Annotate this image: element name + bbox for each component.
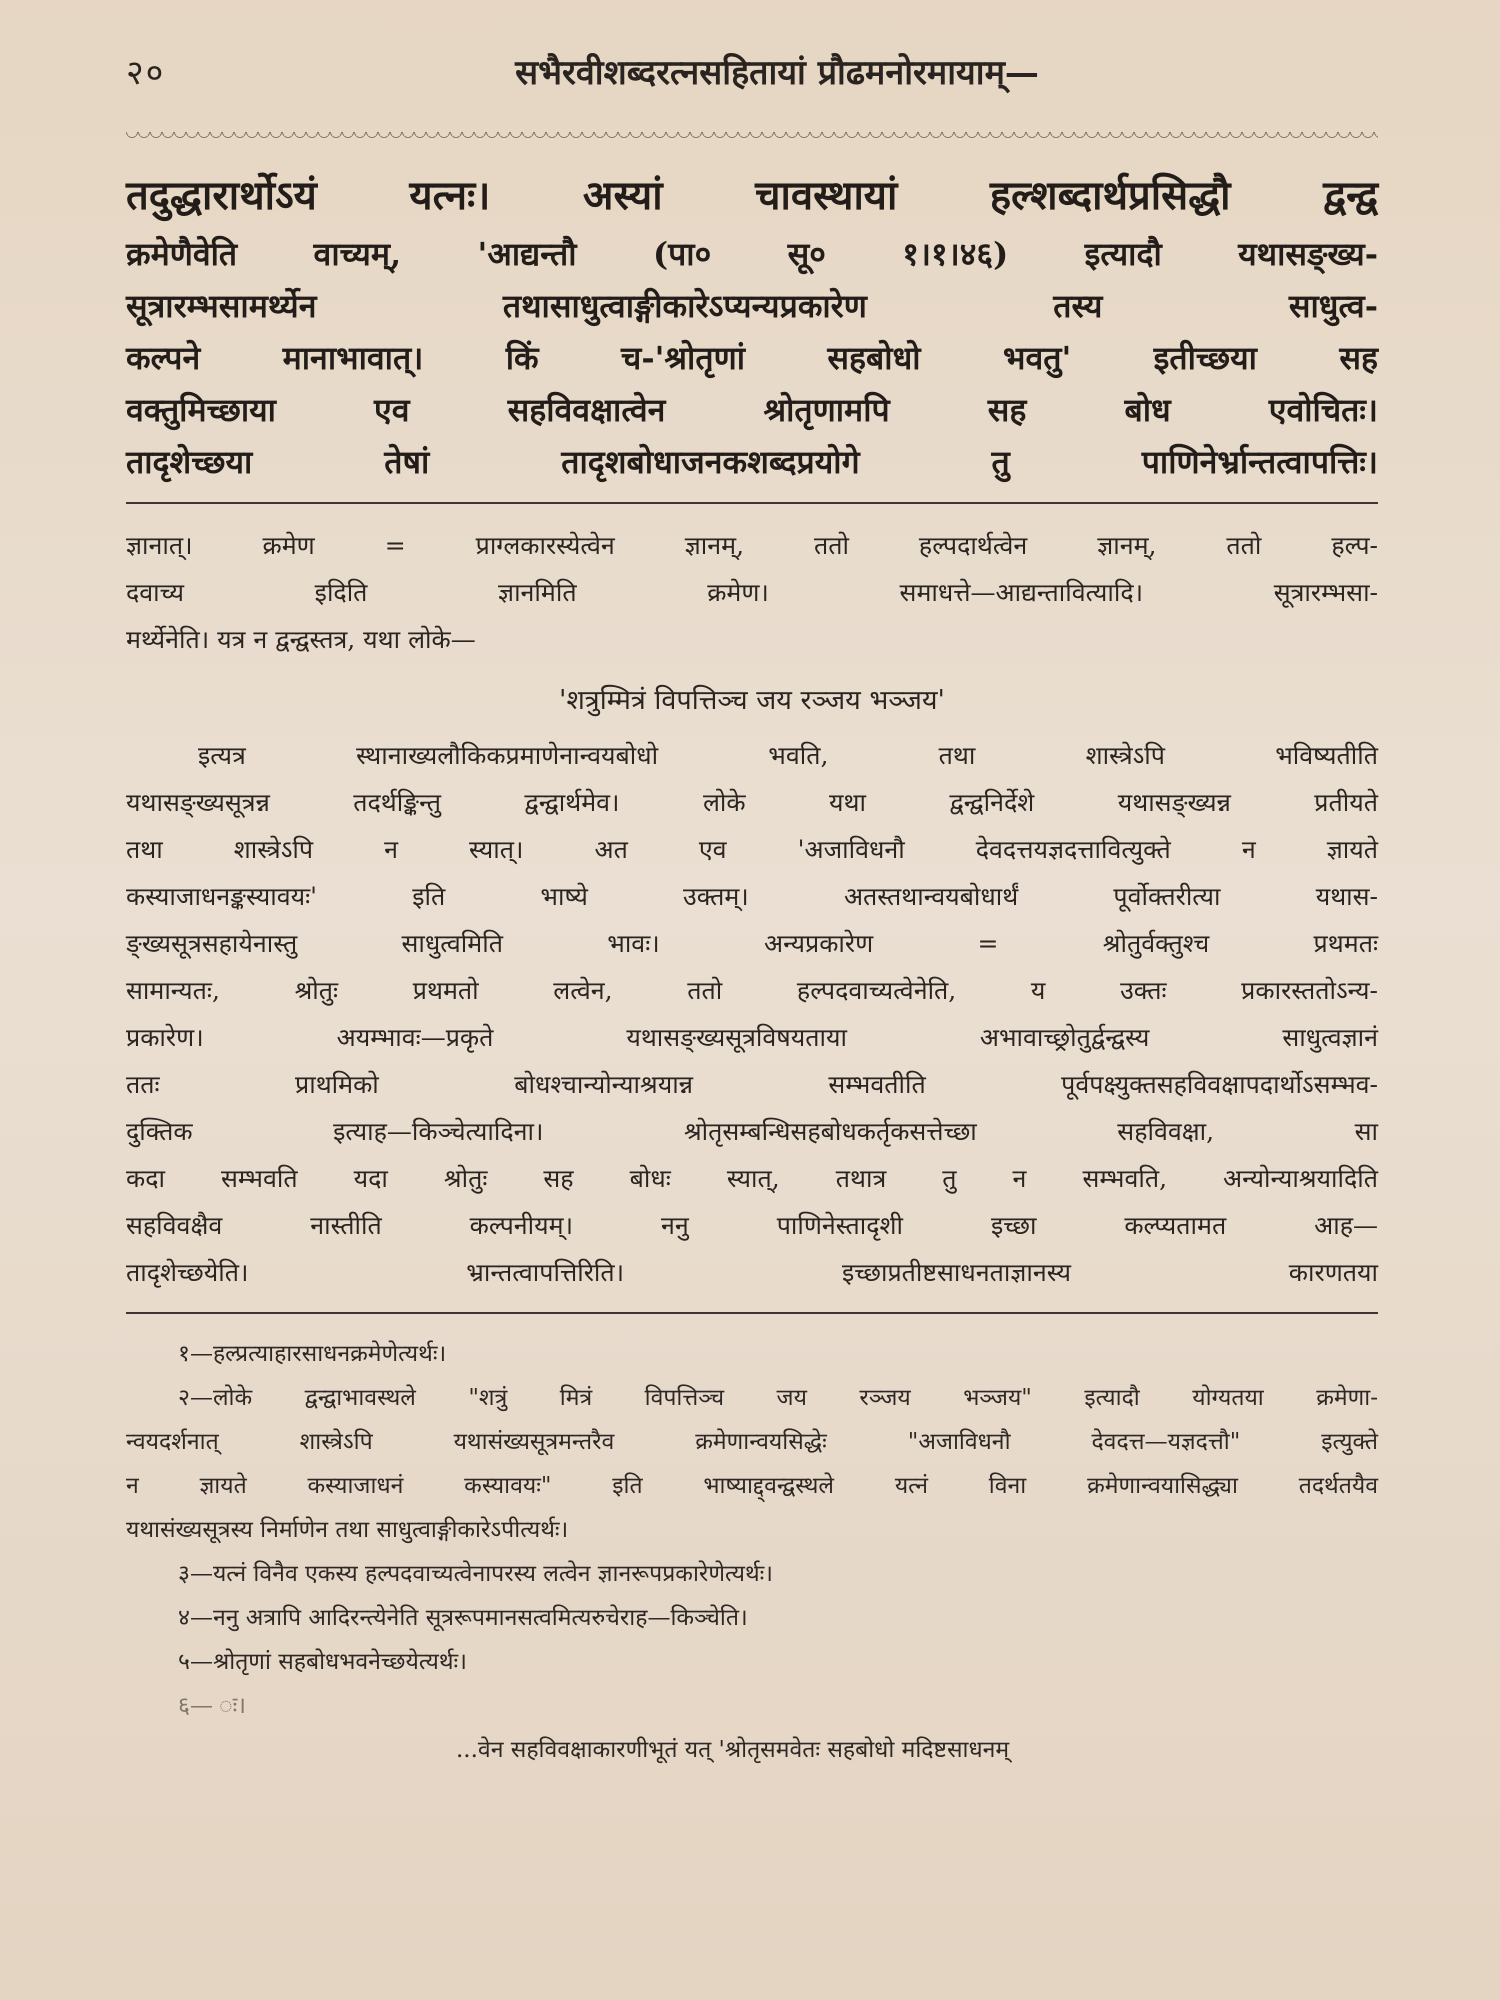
commentary-line: दवाच्य इदिति ज्ञानमिति क्रमेण। समाधत्ते—आद्यन्तावित्यादि। सूत्रारम्भसा- — [126, 578, 1378, 607]
commentary-line: सामान्यतः, श्रोतुः प्रथमतो लत्वेन, ततो हल्पदवाच्यत्वेनेति, य उक्तः प्रकारस्ततोऽन्य- — [126, 976, 1378, 1005]
mula-line: वक्तुमिच्छाया एव सहविवक्षात्वेन श्रोतृणामपि सह बोध एवोचितः। — [126, 391, 1378, 429]
commentary-line: दुक्तिक इत्याह—किञ्चेत्यादिना। श्रोतृसम्बन्धिसहबोधकर्तृकसत्तेच्छा सहविवक्षा, सा — [126, 1117, 1378, 1146]
footnote-2-line: २—लोके द्वन्द्वाभावस्थले "शत्रुं मित्रं विपत्तिञ्च जय रञ्जय भञ्जय" इत्यादौ योग्यतया क्रमेणा- — [178, 1385, 1378, 1411]
footnote-2-line: न ज्ञायते कस्याजाधनं कस्यावयः" इति भाष्याद्द्वन्द्वस्थले यत्नं विना क्रमेणान्वयासिद्ध्या तदर्थतयैव — [126, 1473, 1378, 1499]
commentary-line: कदा सम्भवति यदा श्रोतुः सह बोधः स्यात्, तथात्र तु न सम्भवति, अन्योन्याश्रयादिति — [126, 1164, 1378, 1193]
commentary-line: यथासङ्ख्यसूत्रन्न तदर्थङ्किन्तु द्वन्द्वार्थमेव। लोके यथा द्वन्द्वनिर्देशे यथासङ्ख्यन्न प्रतीयते — [126, 788, 1378, 817]
commentary-line: ङ्ख्यसूत्रसहायेनास्तु साधुत्वमिति भावः। अन्यप्रकारेण = श्रोतुर्वक्तुश्च प्रथमतः — [126, 929, 1378, 958]
mula-line: क्रमेणैवेति वाच्यम्, 'आद्यन्तौ (पा० सू० १।१।४६) इत्यादौ यथासङ्ख्य- — [126, 235, 1378, 273]
commentary-line: ज्ञानात्। क्रमेण = प्राग्लकारस्येत्वेन ज्ञानम्, ततो हल्पदार्थत्वेन ज्ञानम्, ततो हल्प- — [126, 531, 1378, 560]
commentary-text — [126, 522, 1378, 1296]
page-number: २० — [126, 53, 166, 93]
mula-line: तादृशेच्छया तेषां तादृशबोधाजनकशब्दप्रयोगे तु पाणिनेर्भ्रान्तत्वापत्तिः। — [126, 443, 1378, 481]
commentary-line: मर्थ्येनेति। यत्र न द्वन्द्वस्तत्र, यथा लोके— — [126, 625, 476, 654]
mula-line: कल्पने मानाभावात्। किं च-'श्रोतृणां सहबोधो भवतु' इतीच्छया सह — [126, 339, 1378, 377]
footnote-1: १—हल्प्रत्याहारसाधनक्रमेणेत्यर्थः। — [178, 1341, 447, 1367]
mula-text — [126, 164, 1378, 488]
commentary-line: ततः प्राथमिको बोधश्चान्योन्याश्रयान्न सम्भवतीति पूर्वपक्ष्युक्तसहविवक्षापदार्थोऽसम्भव- — [126, 1070, 1378, 1099]
commentary-line: इत्यत्र स्थानाख्यलौकिकप्रमाणेनान्वयबोधो भवति, तथा शास्त्रेऽपि भविष्यतीति — [198, 741, 1378, 770]
footnote-divider — [126, 1312, 1378, 1314]
quoted-verse: 'शत्रुम्मित्रं विपत्तिञ्च जय रञ्जय भञ्जय' — [559, 685, 945, 716]
commentary-line: तथा शास्त्रेऽपि न स्यात्। अत एव 'अजाविधनौ देवदत्तयज्ञदत्तावित्युक्ते न ज्ञायते — [126, 835, 1378, 864]
footnote-6: ६— ः। — [178, 1693, 246, 1719]
footnotes — [126, 1332, 1378, 1772]
commentary-line: सहविवक्षैव नास्तीति कल्पनीयम्। ननु पाणिनेस्तादृशी इच्छा कल्प्यतामत आह— — [126, 1211, 1378, 1240]
commentary-line: तादृशेच्छयेति। भ्रान्तत्वापत्तिरिति। इच्छाप्रतीष्टसाधनताज्ञानस्य कारणतया — [126, 1258, 1378, 1287]
mula-line: सूत्रारम्भसामर्थ्येन तथासाधुत्वाङ्गीकारेऽप्यन्यप्रकारेण तस्य साधुत्व- — [126, 287, 1378, 325]
commentary-line: कस्याजाधनङ्कस्यावयः' इति भाष्ये उक्तम्। अतस्तथान्वयबोधार्थं पूर्वोक्तरीत्या यथास- — [126, 882, 1378, 911]
wavy-divider — [126, 132, 1378, 146]
running-head: सभैरवीशब्दरत्नसहितायां प्रौढमनोरमायाम्— — [515, 53, 1039, 93]
section-divider — [126, 502, 1378, 504]
footnote-2-line: न्वयदर्शनात् शास्त्रेऽपि यथासंख्यसूत्रमन्तरैव क्रमेणान्वयसिद्धेः "अजाविधनौ देवदत्त—यज्ञदत्तौ" इत्युक्ते — [126, 1429, 1378, 1455]
commentary-line: प्रकारेण। अयम्भावः—प्रकृते यथासङ्ख्यसूत्रविषयताया अभावाच्छ्रोतुर्द्वन्द्वस्य साधुत्वज्ञानं — [126, 1023, 1378, 1052]
footnote-2-line: यथासंख्यसूत्रस्य निर्माणेन तथा साधुत्वाङ्गीकारेऽपीत्यर्थः। — [126, 1517, 569, 1543]
footnote-5: ५—श्रोतृणां सहबोधभवनेच्छयेत्यर्थः। — [178, 1649, 467, 1675]
page-header — [126, 48, 1378, 118]
footnote-continuation: ...वेन सहविवक्षाकारणीभूतं यत् 'श्रोतृसमवेतः सहबोधो मदिष्टसाधनम् — [456, 1737, 1010, 1763]
footnote-4: ४—ननु अत्रापि आदिरन्त्येनेति सूत्ररूपमानसत्वमित्यरुचेराह—किञ्चेति। — [178, 1605, 748, 1631]
footnote-3: ३—यत्नं विनैव एकस्य हल्पदवाच्यत्वेनापरस्य लत्वेन ज्ञानरूपप्रकारेणेत्यर्थः। — [178, 1561, 774, 1587]
mula-line: तदुद्धारार्थोऽयं यत्नः। अस्यां चावस्थायां हल्शब्दार्थप्रसिद्धौ द्वन्द्व — [126, 172, 1378, 219]
